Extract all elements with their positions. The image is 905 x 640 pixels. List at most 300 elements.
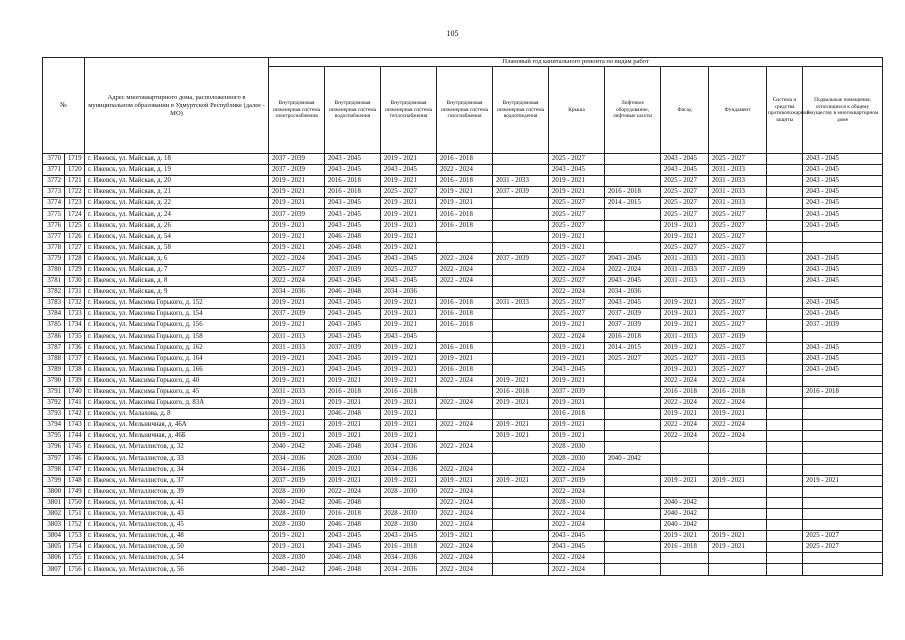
row-period-cell: 2022 - 2024	[437, 553, 493, 564]
row-period-cell: 2022 - 2024	[549, 553, 605, 564]
row-period-cell	[767, 497, 803, 508]
row-period-cell	[493, 154, 549, 165]
row-period-cell: 2022 - 2024	[269, 253, 325, 264]
row-period-cell	[767, 176, 803, 187]
row-period-cell	[709, 442, 767, 453]
capital-repair-table	[42, 57, 883, 576]
table-row	[43, 287, 883, 298]
row-number: 3791	[43, 386, 65, 397]
row-period-cell	[605, 398, 661, 409]
row-period-cell	[493, 497, 549, 508]
row-period-cell: 2022 - 2024	[437, 276, 493, 287]
row-period-cell	[605, 209, 661, 220]
row-number: 3794	[43, 420, 65, 431]
row-period-cell	[709, 509, 767, 520]
table-row	[43, 531, 883, 542]
row-period-cell: 2022 - 2024	[549, 564, 605, 575]
row-period-cell: 2019 - 2021	[269, 353, 325, 364]
row-period-cell	[661, 442, 709, 453]
row-period-cell	[767, 509, 803, 520]
row-period-cell: 2043 - 2045	[381, 331, 437, 342]
row-period-cell: 2022 - 2024	[437, 520, 493, 531]
row-number: 3807	[43, 564, 65, 575]
row-period-cell	[493, 564, 549, 575]
row-period-cell	[493, 209, 549, 220]
row-period-cell	[767, 464, 803, 475]
row-period-cell: 2014 - 2015	[605, 198, 661, 209]
row-period-cell: 2031 - 2033	[269, 342, 325, 353]
row-period-cell: 2016 - 2018	[661, 386, 709, 397]
row-period-cell	[493, 264, 549, 275]
row-period-cell	[493, 287, 549, 298]
row-period-cell	[767, 431, 803, 442]
row-id: 1736	[65, 342, 85, 353]
row-period-cell	[493, 231, 549, 242]
row-id: 1726	[65, 231, 85, 242]
row-period-cell	[803, 431, 883, 442]
row-period-cell: 2037 - 2039	[549, 386, 605, 397]
row-period-cell	[493, 242, 549, 253]
row-number: 3790	[43, 375, 65, 386]
row-period-cell: 2043 - 2045	[325, 154, 381, 165]
row-address: г. Ижевск, ул. Максима Горького, д. 45	[85, 386, 269, 397]
row-period-cell: 2043 - 2045	[325, 220, 381, 231]
header-no: №	[43, 58, 85, 154]
row-period-cell: 2043 - 2045	[325, 253, 381, 264]
table-row	[43, 209, 883, 220]
row-period-cell: 2016 - 2018	[437, 298, 493, 309]
row-period-cell	[767, 331, 803, 342]
row-period-cell: 2025 - 2027	[661, 187, 709, 198]
header-address: Адрес многоквартирного дома, расположенного в муниципальном образовании в Удмуртской Республике (далее - МО)	[85, 58, 269, 154]
row-period-cell: 2019 - 2021	[269, 187, 325, 198]
row-period-cell	[767, 198, 803, 209]
row-period-cell: 2040 - 2042	[269, 442, 325, 453]
row-period-cell: 2025 - 2027	[709, 154, 767, 165]
row-period-cell: 2043 - 2045	[549, 364, 605, 375]
row-period-cell	[605, 420, 661, 431]
row-period-cell: 2019 - 2021	[549, 353, 605, 364]
row-address: г. Ижевск, ул. Майская, д. 54	[85, 231, 269, 242]
row-period-cell: 2037 - 2039	[605, 309, 661, 320]
row-period-cell: 2022 - 2024	[549, 331, 605, 342]
row-period-cell: 2022 - 2024	[437, 398, 493, 409]
row-period-cell: 2022 - 2024	[605, 264, 661, 275]
row-period-cell: 2016 - 2018	[437, 342, 493, 353]
row-period-cell: 2046 - 2048	[325, 442, 381, 453]
header-col-4: Внутридомовая инженерная система водоотведения	[493, 67, 549, 154]
row-period-cell: 2034 - 2036	[605, 287, 661, 298]
table-row	[43, 242, 883, 253]
row-period-cell: 2022 - 2024	[709, 398, 767, 409]
row-period-cell	[767, 298, 803, 309]
row-period-cell	[803, 464, 883, 475]
row-number: 3770	[43, 154, 65, 165]
row-period-cell: 2019 - 2021	[661, 364, 709, 375]
row-id: 1722	[65, 187, 85, 198]
row-period-cell: 2040 - 2042	[269, 497, 325, 508]
row-period-cell: 2016 - 2018	[381, 386, 437, 397]
table-row	[43, 154, 883, 165]
row-period-cell: 2031 - 2033	[269, 331, 325, 342]
row-period-cell: 2025 - 2027	[709, 309, 767, 320]
row-period-cell	[767, 398, 803, 409]
row-address: г. Ижевск, ул. Металлистов, д. 48	[85, 531, 269, 542]
row-id: 1751	[65, 509, 85, 520]
row-number: 3783	[43, 298, 65, 309]
row-id: 1737	[65, 353, 85, 364]
row-period-cell: 2046 - 2048	[325, 564, 381, 575]
row-period-cell	[493, 331, 549, 342]
row-period-cell: 2031 - 2033	[269, 386, 325, 397]
row-period-cell	[605, 375, 661, 386]
row-period-cell: 2022 - 2024	[437, 442, 493, 453]
row-period-cell: 2016 - 2018	[437, 309, 493, 320]
row-period-cell: 2019 - 2021	[381, 431, 437, 442]
row-number: 3803	[43, 520, 65, 531]
row-period-cell: 2022 - 2024	[325, 486, 381, 497]
row-period-cell: 2031 - 2033	[709, 176, 767, 187]
row-number: 3792	[43, 398, 65, 409]
row-period-cell: 2019 - 2021	[549, 187, 605, 198]
row-period-cell: 2016 - 2018	[437, 220, 493, 231]
row-period-cell: 2046 - 2048	[325, 242, 381, 253]
row-period-cell	[437, 287, 493, 298]
row-period-cell	[803, 453, 883, 464]
table-row	[43, 253, 883, 264]
row-address: г. Ижевск, ул. Максима Горького, д. 166	[85, 364, 269, 375]
row-id: 1743	[65, 420, 85, 431]
row-address: г. Ижевск, ул. Металлистов, д. 33	[85, 453, 269, 464]
row-period-cell: 2016 - 2018	[381, 542, 437, 553]
row-period-cell	[493, 364, 549, 375]
row-address: г. Ижевск, ул. Майская, д. 22	[85, 198, 269, 209]
row-period-cell: 2037 - 2039	[709, 331, 767, 342]
table-row	[43, 386, 883, 397]
row-period-cell	[767, 342, 803, 353]
row-period-cell: 2016 - 2018	[803, 386, 883, 397]
row-period-cell: 2031 - 2033	[709, 165, 767, 176]
row-period-cell	[767, 475, 803, 486]
row-period-cell: 2037 - 2039	[269, 154, 325, 165]
row-period-cell: 2028 - 2030	[269, 486, 325, 497]
row-period-cell: 2037 - 2039	[325, 264, 381, 275]
row-period-cell: 2016 - 2018	[437, 209, 493, 220]
row-period-cell	[767, 320, 803, 331]
row-period-cell: 2019 - 2021	[269, 320, 325, 331]
row-period-cell: 2043 - 2045	[803, 353, 883, 364]
row-period-cell: 2046 - 2048	[325, 520, 381, 531]
row-period-cell: 2043 - 2045	[325, 165, 381, 176]
row-id: 1746	[65, 453, 85, 464]
header-group: Плановый год капитального ремонта по видам работ	[269, 58, 883, 67]
row-period-cell: 2016 - 2018	[605, 187, 661, 198]
row-id: 1734	[65, 320, 85, 331]
row-period-cell: 2019 - 2021	[437, 531, 493, 542]
row-period-cell: 2019 - 2021	[437, 187, 493, 198]
row-period-cell: 2043 - 2045	[803, 342, 883, 353]
table-row	[43, 220, 883, 231]
row-period-cell	[767, 165, 803, 176]
row-address: г. Ижевск, ул. Максима Горького, д. 162	[85, 342, 269, 353]
row-period-cell: 2043 - 2045	[325, 320, 381, 331]
row-period-cell	[803, 231, 883, 242]
row-period-cell	[605, 231, 661, 242]
row-id: 1720	[65, 165, 85, 176]
row-period-cell: 2019 - 2021	[381, 353, 437, 364]
row-period-cell	[493, 464, 549, 475]
row-period-cell	[493, 220, 549, 231]
row-period-cell	[493, 486, 549, 497]
row-period-cell: 2022 - 2024	[269, 276, 325, 287]
row-address: г. Ижевск, ул. Майская, д. 19	[85, 165, 269, 176]
row-period-cell: 2043 - 2045	[605, 298, 661, 309]
row-address: г. Ижевск, ул. Металлистов, д. 41	[85, 497, 269, 508]
row-period-cell	[493, 309, 549, 320]
row-period-cell: 2043 - 2045	[381, 276, 437, 287]
row-period-cell: 2043 - 2045	[803, 165, 883, 176]
row-period-cell: 2022 - 2024	[549, 264, 605, 275]
row-address: г. Ижевск, ул. Майская, д. 9	[85, 287, 269, 298]
row-period-cell: 2016 - 2018	[325, 176, 381, 187]
row-address: г. Ижевск, ул. Металлистов, д. 56	[85, 564, 269, 575]
row-period-cell: 2043 - 2045	[381, 253, 437, 264]
row-period-cell: 2037 - 2039	[549, 475, 605, 486]
row-period-cell: 2019 - 2021	[549, 342, 605, 353]
row-address: г. Ижевск, ул. Максима Горького, д. 156	[85, 320, 269, 331]
row-period-cell: 2022 - 2024	[549, 464, 605, 475]
row-period-cell: 2028 - 2030	[269, 520, 325, 531]
table-row	[43, 398, 883, 409]
row-number: 3784	[43, 309, 65, 320]
row-period-cell: 2019 - 2021	[549, 420, 605, 431]
header-col-2: Внутридомовая инженерная система теплоснабжения	[381, 67, 437, 154]
table-row	[43, 453, 883, 464]
row-id: 1740	[65, 386, 85, 397]
row-period-cell: 2025 - 2027	[661, 209, 709, 220]
row-period-cell	[803, 509, 883, 520]
row-period-cell	[493, 165, 549, 176]
row-period-cell: 2016 - 2018	[437, 320, 493, 331]
row-period-cell: 2037 - 2039	[269, 475, 325, 486]
row-period-cell: 2046 - 2048	[325, 497, 381, 508]
row-period-cell: 2022 - 2024	[709, 420, 767, 431]
row-period-cell: 2019 - 2021	[549, 398, 605, 409]
row-period-cell: 2025 - 2027	[549, 309, 605, 320]
row-period-cell: 2043 - 2045	[605, 276, 661, 287]
row-period-cell	[803, 520, 883, 531]
table-row	[43, 520, 883, 531]
row-address: г. Ижевск, ул. Максима Горького, д. 40	[85, 375, 269, 386]
row-id: 1742	[65, 409, 85, 420]
row-period-cell: 2019 - 2021	[269, 420, 325, 431]
row-period-cell	[437, 386, 493, 397]
table-row	[43, 564, 883, 575]
table-row	[43, 187, 883, 198]
row-period-cell	[767, 542, 803, 553]
row-number: 3800	[43, 486, 65, 497]
row-period-cell	[493, 276, 549, 287]
row-period-cell: 2040 - 2042	[661, 520, 709, 531]
row-period-cell	[605, 409, 661, 420]
row-period-cell: 2043 - 2045	[803, 253, 883, 264]
row-period-cell: 2016 - 2018	[493, 386, 549, 397]
row-id: 1749	[65, 486, 85, 497]
row-period-cell: 2031 - 2033	[709, 353, 767, 364]
row-period-cell: 2031 - 2033	[661, 253, 709, 264]
row-period-cell: 2019 - 2021	[381, 242, 437, 253]
row-period-cell: 2031 - 2033	[709, 253, 767, 264]
row-period-cell	[767, 386, 803, 397]
row-period-cell: 2046 - 2048	[325, 287, 381, 298]
row-period-cell: 2019 - 2021	[269, 531, 325, 542]
row-period-cell: 2043 - 2045	[803, 187, 883, 198]
row-period-cell	[493, 442, 549, 453]
row-id: 1729	[65, 264, 85, 275]
row-id: 1747	[65, 464, 85, 475]
row-period-cell	[493, 509, 549, 520]
row-number: 3775	[43, 209, 65, 220]
row-period-cell: 2019 - 2021	[709, 475, 767, 486]
row-period-cell: 2034 - 2036	[381, 442, 437, 453]
row-period-cell: 2019 - 2021	[381, 231, 437, 242]
table-row	[43, 553, 883, 564]
page-number: 105	[446, 29, 459, 38]
row-period-cell	[767, 242, 803, 253]
row-period-cell: 2037 - 2039	[605, 320, 661, 331]
row-period-cell: 2031 - 2033	[709, 198, 767, 209]
row-period-cell	[709, 497, 767, 508]
row-period-cell: 2025 - 2027	[661, 176, 709, 187]
row-period-cell: 2019 - 2021	[493, 431, 549, 442]
row-period-cell: 2022 - 2024	[437, 497, 493, 508]
row-period-cell	[767, 531, 803, 542]
row-number: 3776	[43, 220, 65, 231]
row-id: 1748	[65, 475, 85, 486]
row-period-cell	[381, 497, 437, 508]
row-period-cell: 2025 - 2027	[661, 198, 709, 209]
row-address: г. Ижевск, ул. Металлистов, д. 34	[85, 464, 269, 475]
row-period-cell: 2019 - 2021	[437, 198, 493, 209]
row-period-cell: 2037 - 2039	[269, 309, 325, 320]
row-period-cell: 2022 - 2024	[437, 253, 493, 264]
row-period-cell: 2019 - 2021	[661, 531, 709, 542]
row-period-cell	[605, 564, 661, 575]
row-id: 1741	[65, 398, 85, 409]
row-period-cell	[803, 442, 883, 453]
row-period-cell: 2022 - 2024	[549, 287, 605, 298]
row-period-cell: 2028 - 2030	[325, 453, 381, 464]
row-period-cell: 2019 - 2021	[549, 431, 605, 442]
row-period-cell: 2043 - 2045	[803, 220, 883, 231]
row-period-cell: 2043 - 2045	[803, 276, 883, 287]
row-period-cell	[493, 320, 549, 331]
row-period-cell	[709, 553, 767, 564]
row-period-cell: 2016 - 2018	[661, 542, 709, 553]
row-period-cell	[493, 342, 549, 353]
row-number: 3774	[43, 198, 65, 209]
row-period-cell: 2028 - 2030	[549, 453, 605, 464]
row-period-cell: 2043 - 2045	[549, 531, 605, 542]
row-period-cell: 2016 - 2018	[437, 154, 493, 165]
row-period-cell	[493, 553, 549, 564]
row-period-cell: 2040 - 2042	[269, 564, 325, 575]
row-address: г. Ижевск, ул. Майская, д. 18	[85, 154, 269, 165]
row-period-cell: 2019 - 2021	[325, 375, 381, 386]
row-period-cell: 2019 - 2021	[803, 475, 883, 486]
row-period-cell: 2019 - 2021	[381, 320, 437, 331]
row-period-cell: 2046 - 2048	[325, 553, 381, 564]
row-address: г. Ижевск, ул. Металлистов, д. 39	[85, 486, 269, 497]
row-number: 3801	[43, 497, 65, 508]
row-period-cell: 2043 - 2045	[325, 298, 381, 309]
row-period-cell: 2043 - 2045	[325, 198, 381, 209]
header-col-5: Крыша	[549, 67, 605, 154]
table-row	[43, 431, 883, 442]
row-period-cell	[767, 353, 803, 364]
row-period-cell: 2031 - 2033	[493, 298, 549, 309]
row-period-cell	[803, 287, 883, 298]
row-id: 1733	[65, 309, 85, 320]
row-number: 3785	[43, 320, 65, 331]
row-period-cell: 2016 - 2018	[605, 331, 661, 342]
row-period-cell	[767, 520, 803, 531]
row-period-cell	[767, 442, 803, 453]
row-period-cell: 2043 - 2045	[381, 531, 437, 542]
row-number: 3780	[43, 264, 65, 275]
row-period-cell	[661, 464, 709, 475]
row-number: 3778	[43, 242, 65, 253]
row-period-cell	[605, 386, 661, 397]
row-period-cell: 2043 - 2045	[325, 531, 381, 542]
row-period-cell: 2034 - 2036	[381, 553, 437, 564]
row-period-cell: 2019 - 2021	[381, 375, 437, 386]
row-id: 1730	[65, 276, 85, 287]
row-period-cell	[767, 553, 803, 564]
row-period-cell: 2016 - 2018	[325, 187, 381, 198]
row-period-cell: 2028 - 2030	[549, 497, 605, 508]
row-period-cell: 2031 - 2033	[709, 276, 767, 287]
row-period-cell: 2043 - 2045	[803, 154, 883, 165]
row-period-cell: 2022 - 2024	[661, 375, 709, 386]
row-period-cell	[493, 531, 549, 542]
row-period-cell: 2019 - 2021	[709, 409, 767, 420]
row-address: г. Ижевск, ул. Майская, д. 20	[85, 176, 269, 187]
row-period-cell	[437, 453, 493, 464]
row-id: 1732	[65, 298, 85, 309]
row-period-cell: 2037 - 2039	[709, 264, 767, 275]
row-period-cell: 2016 - 2018	[437, 176, 493, 187]
row-period-cell: 2019 - 2021	[269, 176, 325, 187]
row-period-cell	[709, 453, 767, 464]
row-period-cell: 2025 - 2027	[381, 187, 437, 198]
row-period-cell: 2019 - 2021	[269, 431, 325, 442]
table-row	[43, 497, 883, 508]
table-row	[43, 320, 883, 331]
row-number: 3802	[43, 509, 65, 520]
row-period-cell: 2022 - 2024	[549, 509, 605, 520]
row-number: 3779	[43, 253, 65, 264]
row-id: 1727	[65, 242, 85, 253]
row-period-cell: 2019 - 2021	[437, 353, 493, 364]
row-period-cell: 2034 - 2036	[381, 453, 437, 464]
row-period-cell: 2040 - 2042	[605, 453, 661, 464]
row-period-cell: 2025 - 2027	[803, 531, 883, 542]
row-period-cell: 2019 - 2021	[269, 298, 325, 309]
row-period-cell: 2022 - 2024	[437, 375, 493, 386]
table-row	[43, 442, 883, 453]
row-address: г. Ижевск, ул. Металлистов, д. 45	[85, 520, 269, 531]
